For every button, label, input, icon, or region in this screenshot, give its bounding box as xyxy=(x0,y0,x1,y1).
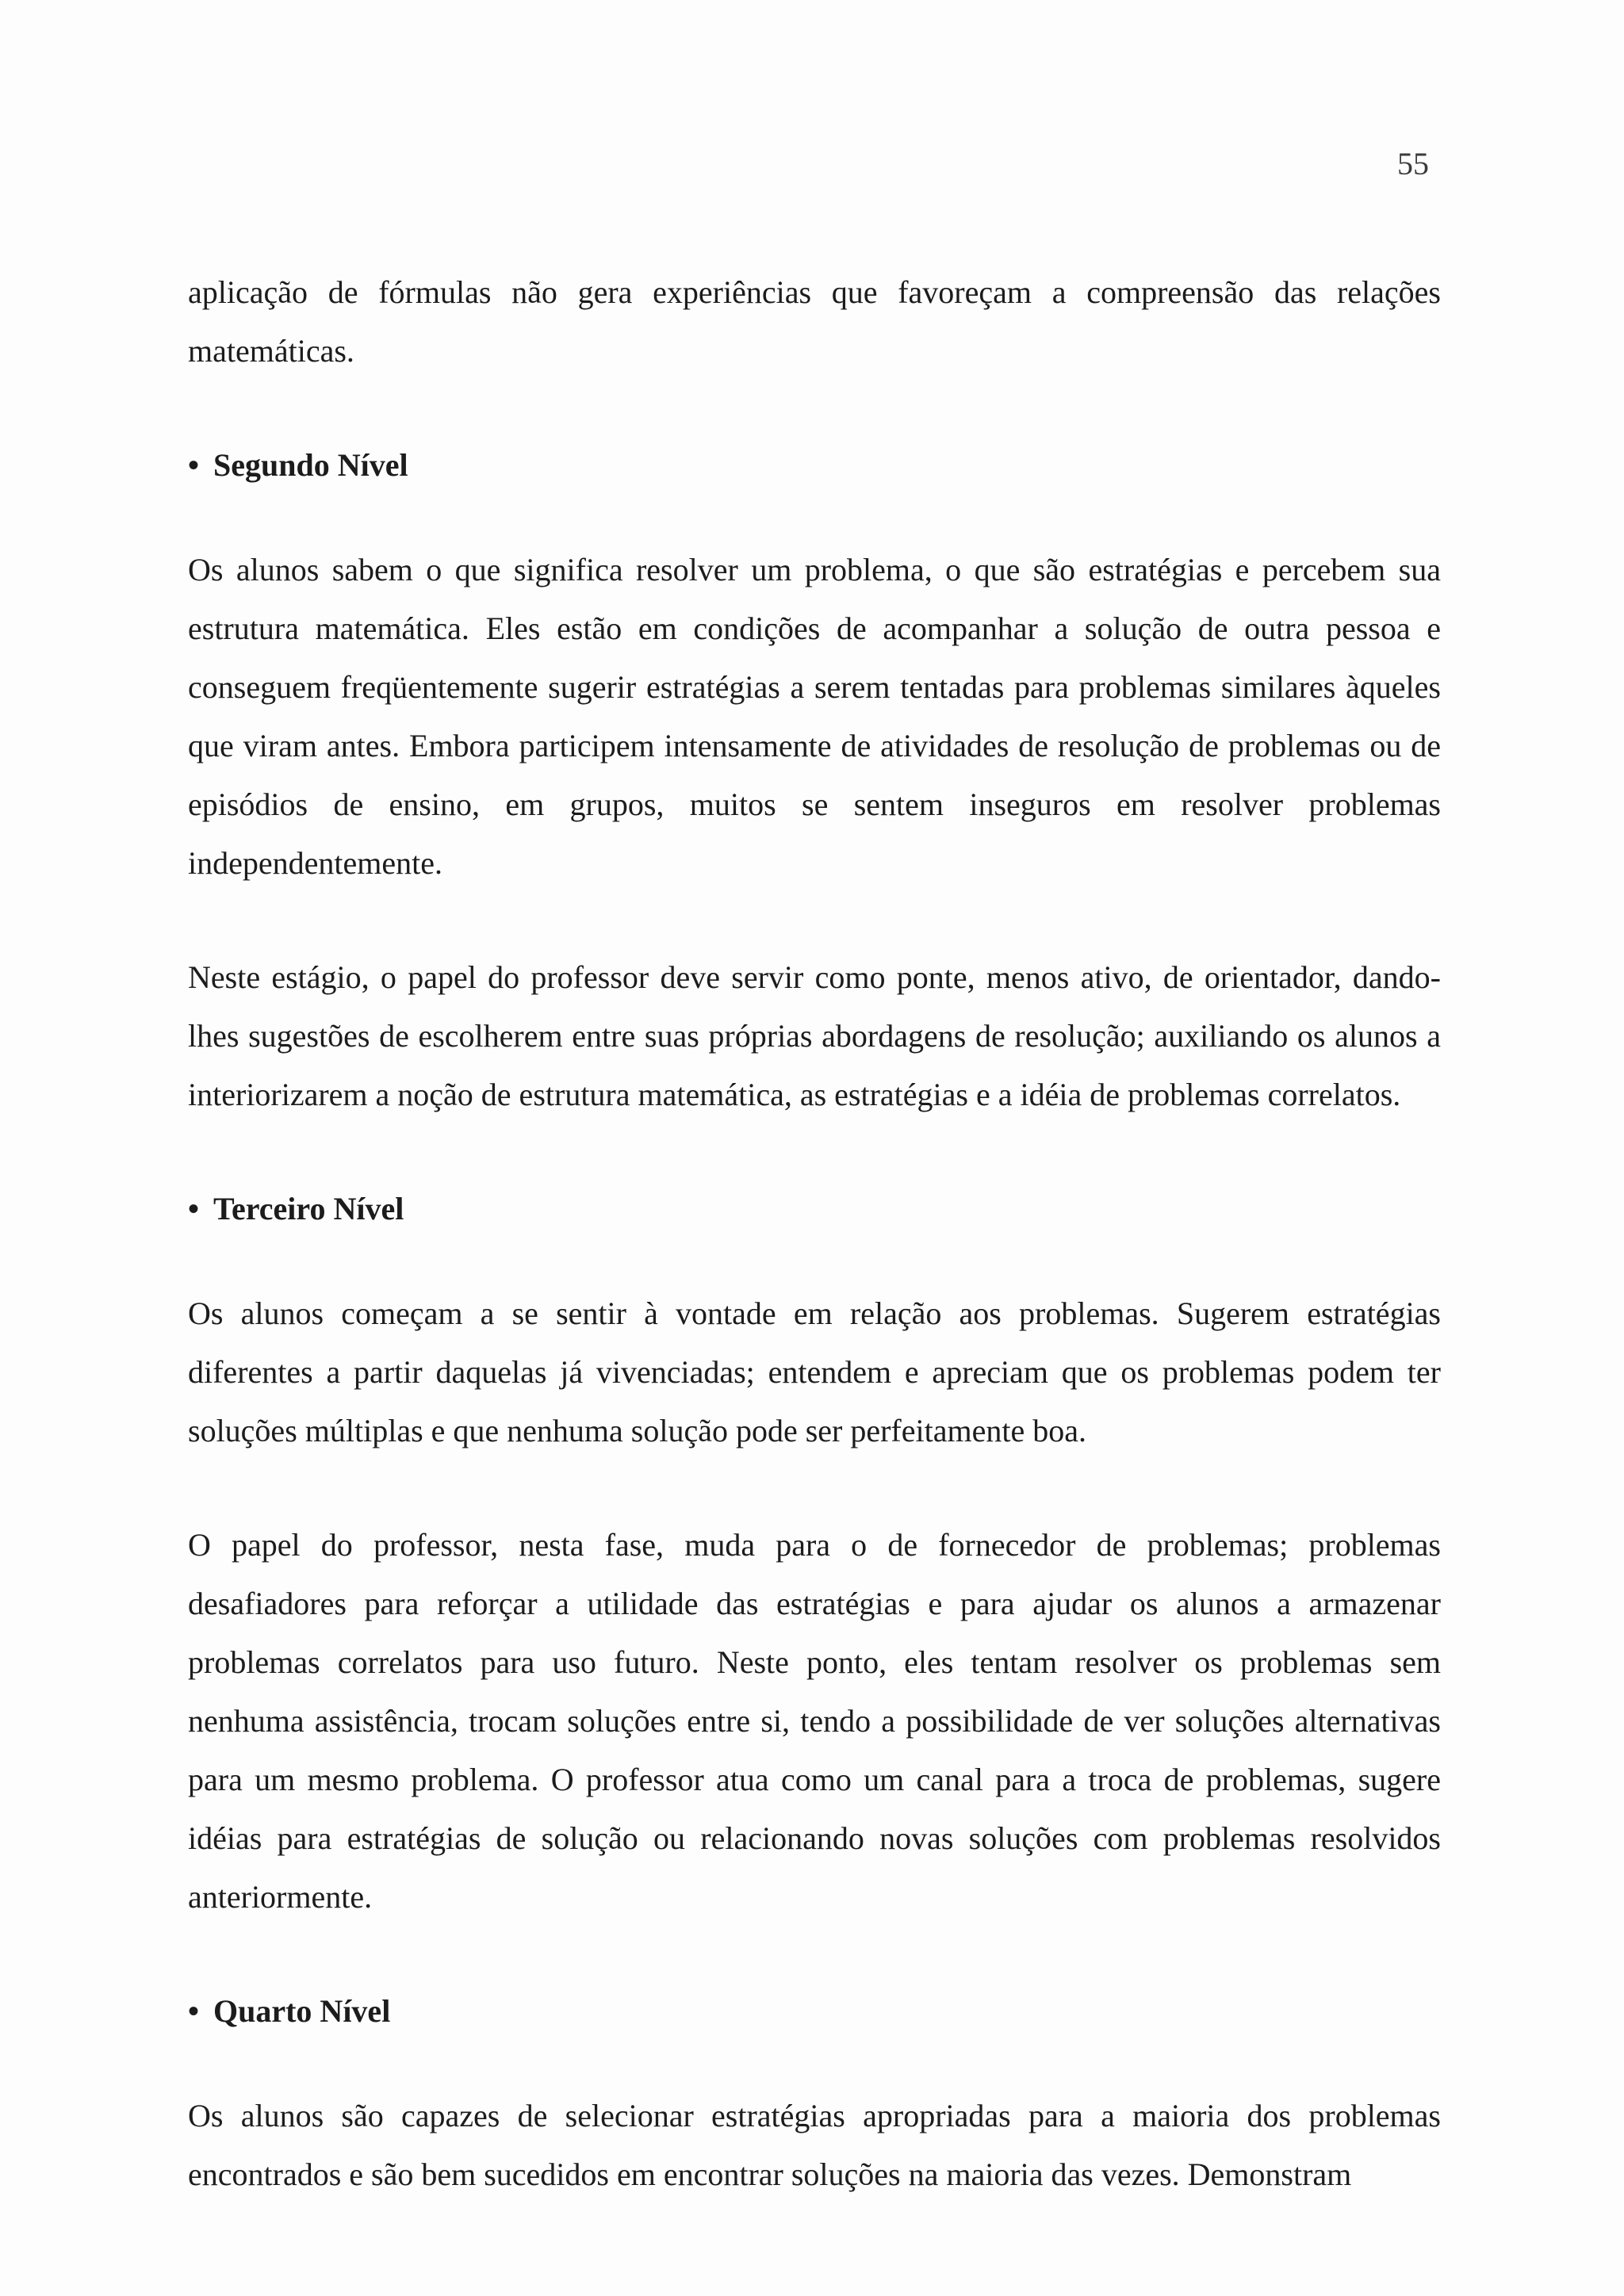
paragraph-intro-continuation: aplicação de fórmulas não gera experiências que favoreçam a compreensão das relações matemáticas. xyxy=(188,274,1441,369)
heading-text: Quarto Nível xyxy=(213,1993,391,2029)
paragraph-segundo-nivel-students: Os alunos sabem o que significa resolver um problema, o que são estratégias e percebem sua estrutura matemática. Eles estão em condições de acompanhar a solução de outra pessoa e conseguem freqüentemente sugerir estratégias a serem tentadas para problemas similares àqueles que viram antes. Embora participem intensamente de atividades de resolução de problemas ou de episódios de ensino, em grupos, muitos se sentem inseguros em resolver problemas independentemente. xyxy=(188,552,1441,881)
heading-text: Segundo Nível xyxy=(213,447,408,483)
page-number: 55 xyxy=(1397,146,1429,182)
paragraph-segundo-nivel-teacher: Neste estágio, o papel do professor deve servir como ponte, menos ativo, de orientador, dando-lhes sugestões de escolherem entre suas próprias abordagens de resolução; auxiliando os alunos a interiorizarem a noção de estrutura matemática, as estratégias e a idéia de problemas correlatos. xyxy=(188,959,1441,1112)
heading-segundo-nivel xyxy=(188,436,1441,495)
heading-quarto-nivel xyxy=(188,1982,1441,2041)
bullet-icon: • xyxy=(188,1191,200,1226)
bullet-icon: • xyxy=(188,1993,200,2029)
heading-terceiro-nivel xyxy=(188,1180,1441,1238)
paragraph-quarto-nivel-students: Os alunos são capazes de selecionar estratégias apropriadas para a maioria dos problemas encontrados e são bem sucedidos em encontrar soluções na maioria das vezes. Demonstram xyxy=(188,2098,1441,2192)
paragraph-terceiro-nivel-teacher: O papel do professor, nesta fase, muda para o de fornecedor de problemas; problemas desafiadores para reforçar a utilidade das estratégias e para ajudar os alunos a armazenar problemas correlatos para uso futuro. Neste ponto, eles tentam resolver os problemas sem nenhuma assistência, trocam soluções entre si, tendo a possibilidade de ver soluções alternativas para um mesmo problema. O professor atua como um canal para a troca de problemas, sugere idéias para estratégias de solução ou relacionando novas soluções com problemas resolvidos anteriormente. xyxy=(188,1527,1441,1915)
heading-text: Terceiro Nível xyxy=(213,1191,404,1226)
bullet-icon: • xyxy=(188,447,200,483)
page-body xyxy=(188,263,1441,2204)
paragraph-terceiro-nivel-students: Os alunos começam a se sentir à vontade em relação aos problemas. Sugerem estratégias diferentes a partir daquelas já vivenciadas; entendem e apreciam que os problemas podem ter soluções múltiplas e que nenhuma solução pode ser perfeitamente boa. xyxy=(188,1295,1441,1448)
